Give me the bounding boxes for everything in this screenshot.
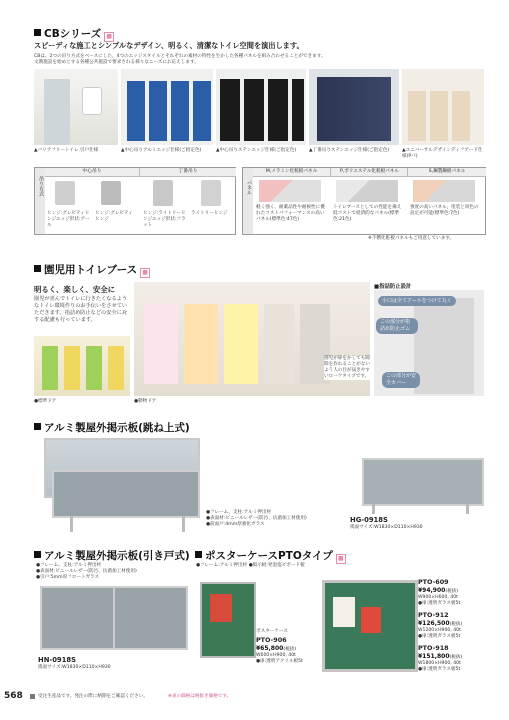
board1-body-image — [52, 470, 200, 518]
cb-desc-1: CBは、2つの吊り方式をベースにした、4つのエッジスタイルとそれぞれの素材の特性を生かした各種パネルを組み合わせることができます。 — [34, 54, 326, 59]
board1-size: 掲面サイズ:W1830×D110×H930 — [350, 525, 423, 530]
cb-caption-5: ▲ユニバーサルデザインディフアード仕様(Pパ) — [402, 148, 483, 159]
panel-label: パネル — [246, 180, 252, 195]
pto609-size: W900×H600, 40t — [418, 595, 458, 600]
pto906-note: ●扉:透明アクリル板5t — [256, 659, 303, 664]
poster-case-large-image — [322, 580, 418, 672]
board1-section-title: アルミ製屋外掲示板(跳ね上式) — [34, 420, 190, 435]
board2-size: 掲面サイズ:W1830×D110×H930 — [38, 665, 111, 670]
pto906-size: W600×H900, 40t — [256, 653, 296, 658]
page-number: 568 — [4, 691, 23, 701]
callout-safety-cover: この部分が安全カバー — [382, 372, 420, 388]
new-badge-icon: ■ — [104, 32, 114, 42]
board2-section-title: アルミ製屋外掲示板(引き戸式) — [34, 548, 190, 563]
board2-image — [40, 586, 188, 650]
poster-spec: ●フレーム:アルミ押出材 ●掲示板:発泡塩ビボード板 — [196, 563, 305, 568]
board2-spec-3: ●引戸:5mm厚フロートガラス — [36, 575, 100, 580]
cb-photo-universal — [402, 69, 484, 145]
panel-box — [242, 167, 486, 235]
pto918-model: PTO-918 — [418, 644, 449, 652]
new-badge-icon: ■ — [336, 554, 346, 564]
cb-photo-stainless-hinge — [309, 69, 399, 145]
finger-safety-label: ■指詰防止設計 — [374, 284, 412, 290]
poster-section-title: ポスターケースPTOタイプ ■ — [195, 548, 346, 564]
callout-finger-rubber: この部分が指詰め防止ゴム — [376, 318, 418, 334]
kids-low-note: 園児が扉をかしても隙間を作れることがないよう人の目が届きやすいローケタイプです。 — [324, 356, 372, 380]
callout-rounded-edges: 小口は全てアールをつけて丸く — [378, 296, 456, 306]
hinge-part-1-icon — [55, 181, 75, 205]
poster-case-906-image — [200, 582, 256, 658]
hinge-desc-4: ライトリーヒンジ — [191, 211, 228, 216]
hanging-label: 吊り方式 — [38, 176, 44, 196]
panel-s-desc: 強度の高いパネル、塗装と同色の設定が可能(標準色:7色) — [410, 205, 479, 216]
board2-model: HN-0918S — [38, 656, 77, 664]
cb-caption-2: ▲中心吊りアルミエッジ仕様(ご指定色) — [121, 148, 202, 153]
cb-caption-4: ▲丁番吊りステンエッジ仕様(ご指定色) — [309, 148, 390, 153]
pto918-size: W1800×H900, 40t — [418, 661, 461, 666]
footer-bullet-icon — [30, 694, 35, 699]
panel-m-diagram — [259, 180, 321, 202]
kids-desc: 園児が喜んでトイレに行きたくなるようなトイレ環境作りのお手伝いをさせていただきます。指詰め防止などの安全に対する配慮も行っています。 — [34, 296, 128, 323]
pto918-price-row: ¥151,800(税抜) — [418, 653, 463, 660]
kids-section-title: 園児用トイレブース ■ — [34, 262, 150, 278]
center-hanging-label: 中心吊り — [45, 168, 139, 177]
pto912-size: W1200×H900, 40t — [418, 628, 461, 633]
panel-p-name: P,ポリエステル化粧板パネル — [330, 168, 408, 177]
pto609-note: ●扉:透明ガラス板5t — [418, 601, 461, 606]
kids-headline: 明るく、楽しく、安全に — [34, 285, 116, 294]
board2-spec-1: ●フレーム、支柱:アルミ押出材 — [36, 563, 102, 568]
cb-section-title: CBシリーズ ■ — [34, 26, 114, 42]
cb-photo-barrier-free — [34, 69, 118, 145]
pto906-model: PTO-906 — [256, 636, 287, 644]
cb-headline: スピーディな施工とシンプルなデザイン、明るく、清潔なトイレ空間を演出します。 — [34, 41, 304, 50]
board1-spec-3: ●前面戸:4mm厚強化ガラス — [206, 522, 265, 527]
hinge-part-3-icon — [153, 180, 173, 206]
panel-s-name: S,鋼製鋼板パネル — [407, 168, 486, 177]
hinge-hanging-label: 丁番吊り — [139, 168, 236, 177]
hinge-desc-3: ヒンジ:ライトリーヒンジエッジ形状:フラット — [143, 211, 186, 228]
cb-photo-aluminum-edge — [121, 69, 213, 145]
cb-caption-1: ▲バリアフリートイレ 引戸仕様 — [34, 148, 99, 153]
panel-s-diagram — [413, 180, 475, 202]
kids-caption-standard: ●標準ドア — [34, 399, 57, 404]
footer-note-1: 受注生産品です。発注の際に納期をご確認ください。 — [38, 694, 148, 699]
poster-case-label: ポスターケース — [256, 629, 288, 634]
hanging-box — [34, 167, 236, 235]
pto609-price-row: ¥94,900(税抜) — [418, 587, 459, 594]
board1-closed-image — [362, 458, 484, 506]
kids-caption-animal: ●動物ドア — [134, 399, 157, 404]
pto912-price-row: ¥126,500(税抜) — [418, 620, 463, 627]
hinge-desc-2: ヒンジ:グレビティヒンジ — [95, 211, 133, 222]
new-badge-icon: ■ — [140, 268, 150, 278]
board1-spec-2: ●表面材:ビニールレザー(防汚、抗菌加工材使用) — [206, 516, 307, 521]
board2-spec-2: ●表面材:ビニールレザー(防汚、抗菌加工材使用) — [36, 569, 137, 574]
cb-caption-3: ▲中心吊りステンエッジ仕様(ご指定色) — [216, 148, 297, 153]
kids-photo-standard-door — [34, 336, 130, 396]
panel-m-desc: 軽く強く、耐薬品性や耐候性に優れたコストパフォーマンスの高いパネル(標準色:47色) — [256, 205, 325, 222]
pto609-model: PTO-609 — [418, 578, 449, 586]
cb-photo-stainless-center — [216, 69, 306, 145]
panel-note: ※不燃化粧板パネルもご用意しています。 — [368, 236, 455, 241]
pto918-note: ●扉:透明ガラス板5t — [418, 667, 461, 672]
panel-p-diagram — [336, 180, 398, 202]
hinge-part-4-icon — [201, 180, 221, 206]
hinge-part-2-icon — [101, 181, 121, 205]
hinge-desc-1: ヒンジ:グレビティヒンジエッジ形状:アール — [47, 211, 90, 228]
panel-p-desc: トイレブースとしての性能を備え低コストで経済的なパネル(標準色:21色) — [333, 205, 402, 222]
panel-m-name: M,メラミン化粧板パネル — [253, 168, 330, 177]
pto912-note: ●扉:透明ガラス板5t — [418, 634, 461, 639]
board1-model: HG-0918S — [350, 516, 388, 524]
cb-desc-2: 文教施設を始めとする各種公共施設で要求される様々なニーズにお応えします。 — [34, 60, 199, 65]
footer-note-2: ※表の価格は税抜き価格です。 — [168, 694, 232, 699]
pto906-price-row: ¥65,800(税抜) — [256, 645, 297, 652]
board1-spec-1: ●フレーム、支柱:アルミ押出材 — [206, 510, 272, 515]
pto912-model: PTO-912 — [418, 611, 449, 619]
